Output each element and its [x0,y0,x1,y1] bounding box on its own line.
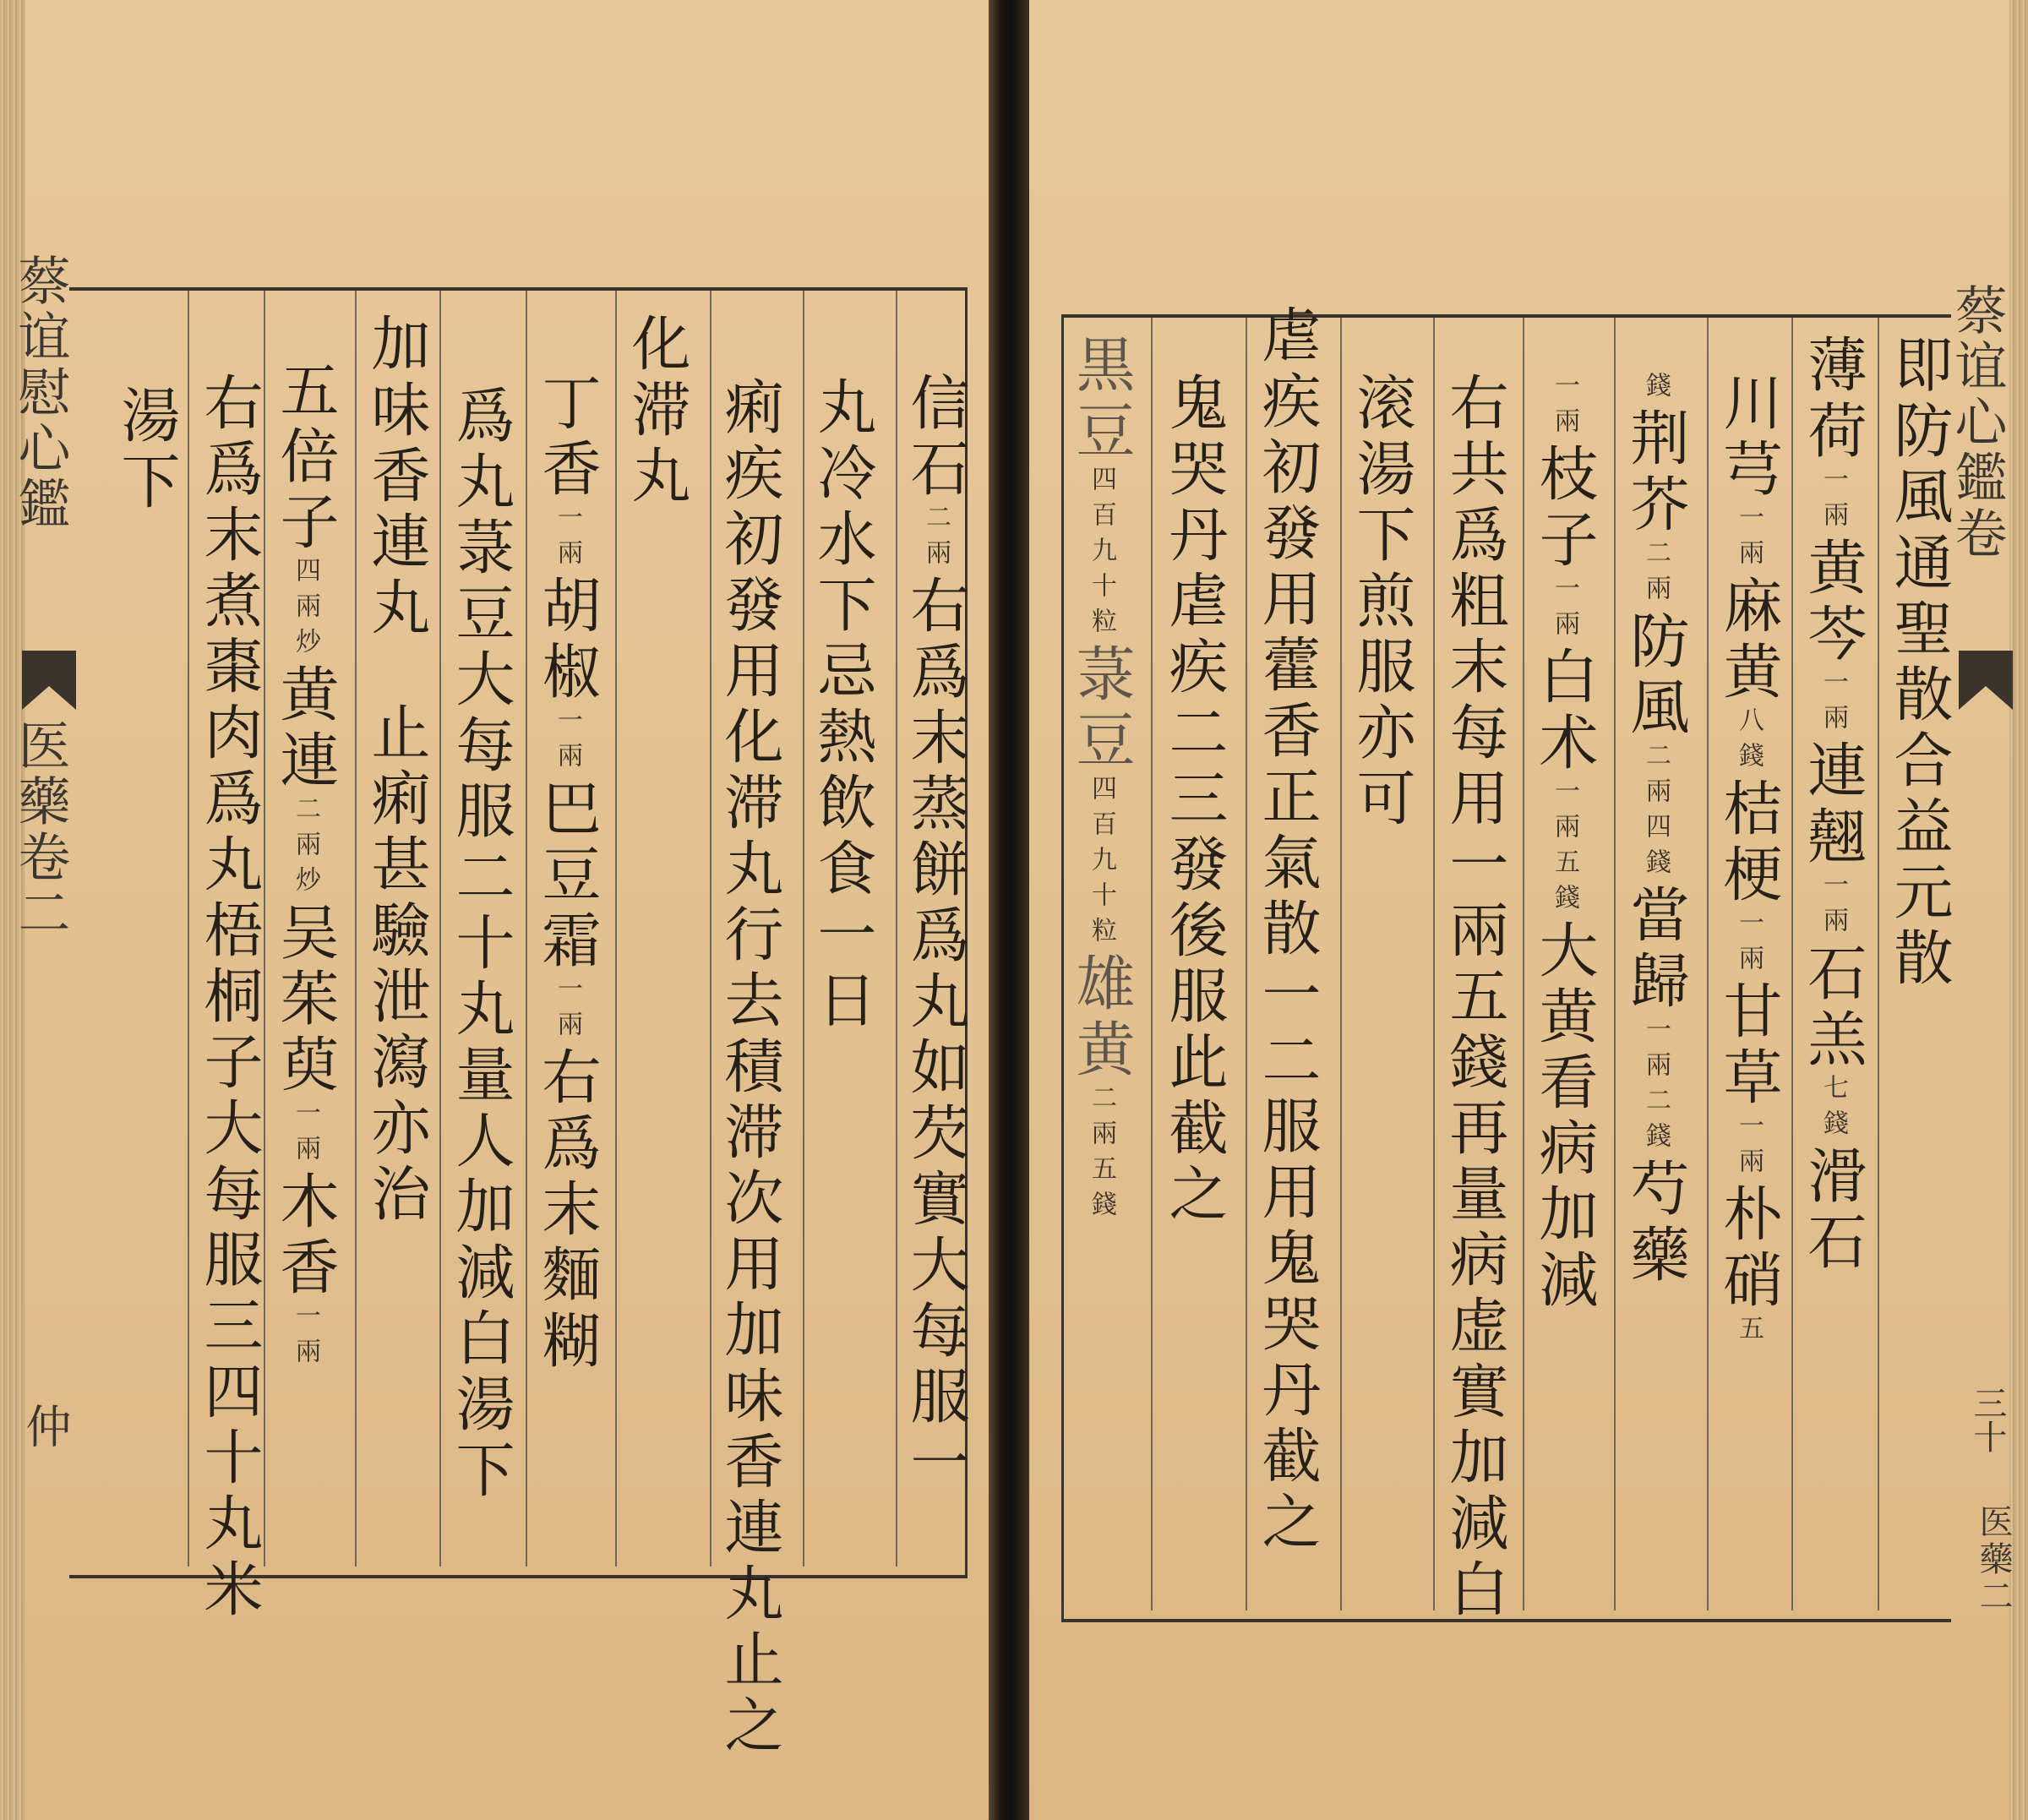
dosage-note: 一兩 [1734,909,1764,980]
column-rule [439,291,441,1567]
column-rule [1246,318,1247,1610]
entry-item: 巴豆霜 [532,777,602,975]
entry-item: 甘草 [1714,980,1783,1112]
entry-item: 芍藥 [1621,1158,1690,1289]
dosage-note: 錢 [1087,1191,1116,1226]
margin-book-title: 蔡谊慰心鑑 [9,253,71,532]
column-rule [1791,318,1793,1610]
text-column-9: 丸冷水下忌熱飲食一日 [808,376,877,1035]
dosage-note: 二兩 [1641,539,1671,610]
page-number: 三十 [1968,1386,2007,1453]
dosage-note: 七錢 [1818,1074,1848,1145]
dosage-note: 一兩 [553,706,582,777]
entry-main: 五倍子 [270,359,340,557]
column-rule [1151,318,1153,1610]
entry-main: 防風通聖散合益元散 [1884,400,1954,993]
text-column-7: 化滞丸 [622,313,691,510]
margin-section-title: 医藥卷二 [9,718,71,941]
entry-item: 右爲末麵糊 [532,1046,602,1376]
column-rule [1707,318,1709,1610]
dosage-note: 一兩 [1550,372,1579,443]
text-column-5: 爲丸菉豆大每服二十丸量人加減白湯下 [446,384,515,1505]
text-column-4 [358,313,434,1229]
dosage-note: 一兩 [553,975,582,1046]
dosage-note: 一兩二錢 [1641,1016,1671,1158]
entry-item: 石羔 [1798,942,1867,1074]
column-rule [1614,318,1616,1610]
entry-main: 黒豆 [1066,334,1136,466]
column-rule [1340,318,1342,1610]
dosage-note: 一兩五錢 [1550,777,1579,919]
entry-item: 桔梗 [1714,777,1783,909]
entry-item: 連翹 [1798,739,1867,871]
text-column-10 [897,372,973,1497]
margin-section-title: 医藥二 [1974,1504,2013,1616]
text-column-1 [1063,334,1139,1226]
dosage-note: 四兩炒 [291,557,320,663]
dosage-note: 一兩 [1818,668,1848,739]
dosage-note: 二兩 [921,504,951,575]
entry-prefix: 即 [1884,334,1954,400]
entry-item: 朴硝 [1714,1183,1783,1315]
entry-item: 白术 [1529,646,1599,777]
dosage-note: 四百九十粒 [1087,775,1116,952]
entry-item: 胡椒 [532,575,602,706]
entry-main: 加味香連丸 [362,313,431,642]
dosage-note: 八錢 [1734,706,1764,777]
text-column-7 [1617,372,1693,1289]
entry-item: 大黄看病加減 [1529,919,1599,1315]
entry-item: 雄黄 [1066,952,1136,1084]
left-page [0,0,989,1820]
text-column-2: 右爲末煮棗肉爲丸梧桐子大每服三四十丸米 [194,372,264,1624]
entry-item: 菉豆 [1066,643,1136,775]
entry-item: 木香 [270,1170,340,1302]
dosage-note: 四百九十粒 [1087,466,1116,643]
entry-note: 止痢甚驗泄瀉亦治 [362,701,431,1229]
text-column-6 [529,372,605,1376]
entry-main: 信石 [901,372,970,504]
dosage-note: 一兩 [1550,575,1579,646]
margin-book-title: 蔡谊心鑑卷 [1946,283,2008,562]
column-rule [1433,318,1435,1610]
text-column-4: 滚湯下煎服亦可 [1347,372,1416,833]
text-column-1: 湯下 [112,384,181,516]
text-column-2: 鬼哭丹虐疾二三發後服此截之 [1159,372,1229,1229]
entry-main: 荆芥 [1621,407,1690,539]
text-column-3 [267,359,343,1373]
fish-tail-ornament [1959,651,2013,710]
column-rule [1523,318,1524,1610]
column-rule [355,291,357,1567]
text-column-5: 右共爲粗末每用一兩五錢再量病虚實加減白 [1440,372,1509,1624]
column-rule [1878,318,1879,1610]
entry-main: 川芎 [1714,372,1783,504]
text-column-8 [1710,372,1786,1350]
entry-text: 右爲末蒸餅爲丸如芡實大每服一 [901,575,970,1497]
fish-tail-ornament [22,651,76,710]
dosage-note: 一兩 [1734,1112,1764,1183]
entry-item: 吴茱萸 [270,902,340,1099]
dosage-note: 五 [1734,1315,1764,1350]
dosage-note: 二兩五 [1087,1084,1116,1191]
dosage-note: 二兩炒 [291,795,320,902]
dosage-note: 一兩 [291,1302,320,1373]
dosage-note: 一兩 [1734,504,1764,575]
entry-item: 當歸 [1621,884,1690,1016]
dosage-note: 錢 [1641,372,1671,407]
entry-item: 滑石 [1798,1145,1867,1277]
entry-item: 黄連 [270,663,340,795]
entry-main: 丁香 [532,372,602,504]
entry-item: 麻黄 [1714,575,1783,706]
dosage-note: 一兩 [291,1099,320,1170]
book-gutter [989,0,1029,1820]
column-rule [188,291,189,1567]
dosage-note: 二兩四錢 [1641,742,1671,884]
entry-item: 防風 [1621,610,1690,742]
dosage-note: 一兩 [1818,466,1848,537]
entry-main: 枝子 [1529,443,1599,575]
column-rule [526,291,527,1567]
dosage-note: 一兩 [1818,871,1848,942]
text-column-6 [1526,372,1602,1315]
text-column-9 [1795,334,1871,1277]
text-column-3: 虐疾初發用藿香正氣散一二服用鬼哭丹截之 [1252,304,1322,1556]
margin-bottom-mark: 仲 [19,1403,72,1452]
text-column-8: 痢疾初發用化滞丸行去積滞次用加味香連丸止之 [715,376,784,1760]
right-page [1029,0,2028,1820]
entry-item: 黄芩 [1798,537,1867,668]
column-rule [615,291,617,1567]
dosage-note: 一兩 [553,504,582,575]
entry-main: 薄荷 [1798,334,1867,466]
